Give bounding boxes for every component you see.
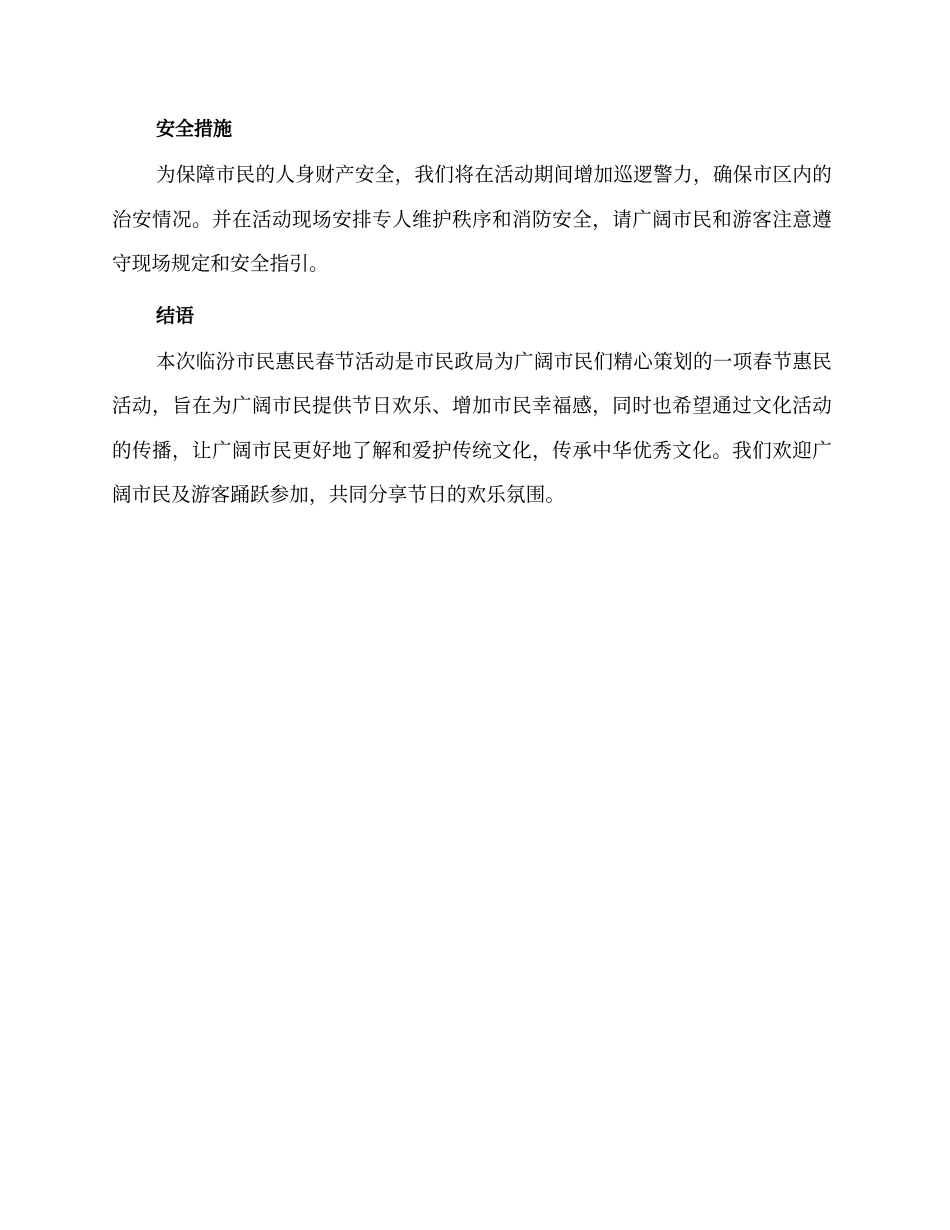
section-safety-measures — [112, 112, 832, 287]
section-heading: 安全措施 — [156, 118, 233, 140]
section-heading: 结语 — [156, 304, 195, 327]
section-paragraph: 本次临汾市民惠民春节活动是市民政局为广阔市民们精心策划的一项春节惠民活动，旨在为广阔市民提供节日欢乐、增加市民幸福感，同时也希望通过文化活动的传播，让广阔市民更好地了解和爱护传统文化，传承中华优秀文化。我们欢迎广阔市民及游客踊跃参加，共同分享节日的欢乐氛围。 — [112, 349, 832, 506]
section-paragraph: 为保障市民的人身财产安全，我们将在活动期间增加巡逻警力，确保市区内的治安情况。并在活动现场安排专人维护秩序和消防安全，请广阔市民和游客注意遵守现场规定和安全指引。 — [112, 163, 832, 275]
document-page — [112, 112, 832, 518]
section-conclusion — [112, 299, 832, 518]
